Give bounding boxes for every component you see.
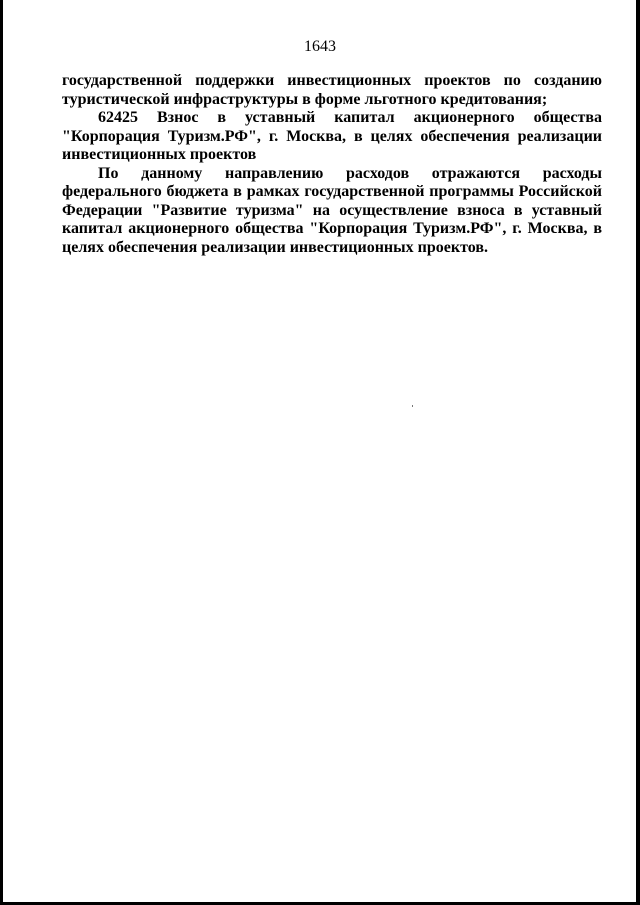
document-body bbox=[62, 72, 602, 257]
scan-border-left bbox=[0, 0, 3, 905]
page-number: 1643 bbox=[304, 38, 336, 55]
paragraph-continuation: государственной поддержки инвестиционных проектов по созданию туристической инфраструктуры в форме льготного кредитования; bbox=[62, 72, 602, 108]
paragraph-description: По данному направлению расходов отражаются расходы федерального бюджета в рамках государственной программы Российской Федерации "Развитие туризма" на осуществление взноса в уставный капитал акционерного общества "Корпорация Туризм.РФ", г. Москва, в целях обеспечения реализации инвестиционных проектов. bbox=[62, 164, 602, 256]
scan-speck bbox=[412, 405, 413, 407]
paragraph-expense-code: 62425 Взнос в уставный капитал акционерного общества "Корпорация Туризм.РФ", г. Москва, в целях обеспечения реализации инвестиционных проектов bbox=[62, 109, 602, 163]
scan-border-right bbox=[636, 0, 640, 905]
